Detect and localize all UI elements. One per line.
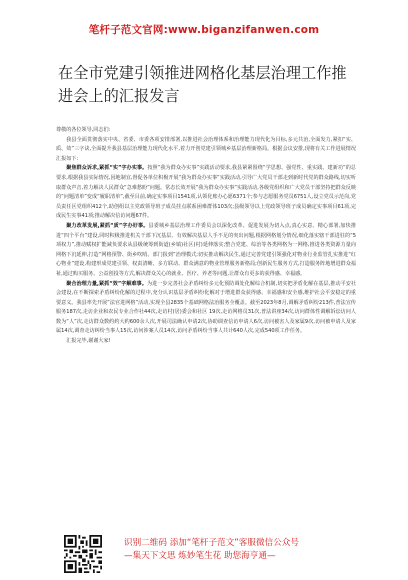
footer-text bbox=[124, 537, 354, 563]
site-header: 笔杆子范文官网:www.biganzifanwen.com bbox=[88, 24, 320, 36]
paragraph bbox=[56, 164, 356, 222]
paragraph bbox=[56, 280, 356, 338]
qr-code-icon bbox=[64, 535, 102, 573]
footer-line-2: —集天下文思 炼妙笔生花 助您海亨通— bbox=[124, 551, 276, 561]
paragraph-lead: 聚合治理力量,紧抓“效”字解难事。 bbox=[66, 280, 147, 287]
closing: 汇报完毕,谢谢大家! bbox=[66, 338, 111, 345]
paragraph-text: 为进一步完善社会矛盾纠纷多元化预防调处化解综合机制,切实把矛盾化解在基层,推动平安社会建设,在不断探索矛盾纠纷化解的过程中,充分认识基层矛盾纠纷化解对于增进群众获得感、幸福感和安全感,维护社会平安稳定的重要意义。我县率先开展“法官进网格”活动,实现全县2835个基础网格法治服务全覆盖。截至2023年8月,调解矛盾纠纷213件,普法宣传服务187次,走访企业和农民专业合作社44次,走访村(居)委会和社区 19次,走访网格员31次,普法讲座34次,访问群体性调解诉讼访问人数为“人”次,走访群众数约约大约600余人次,开展司法确认申请2次,协助调查信访申请人6次,访问被害人及家属9次,访问被申请人及家属14次,调查走访纠纷当事人15次,访问涉案人员14次,访问矛盾纠纷当事人共计640人次,完成540项工作任务。 bbox=[56, 280, 356, 335]
salutation: 尊敬的各位领导,同志们: bbox=[56, 127, 111, 133]
footer bbox=[64, 535, 364, 575]
paragraph bbox=[56, 136, 356, 165]
paragraph-text: 县委城乡基层治理工作委员会以深化改革、促进发展为切入点,真心实意、精心部署,加快推进“四个平台”建设,同时积极推进机关干部下沉基层、有效解决基层人手不足的突出问题,根据网格划分情况,细化落实辖干部进驻的“5项权力”,推动赋权扩能减负要求从县级统筹到街道(乡镇)社区(村)延伸落实;整合党建、综治等各类网格为一网格,推进各类资源力量向网格下沉延伸,打造“网格预警、街乡吹哨、部门报到”治理模式;切实推动解决民生,通过完善党建引领强化对物业行业监管扎实推进“红心物业”建设,构建形成党建引领、权责清晰、多方联动、群众满意的物业管理服务新格局;创新民生服务方式,打造服务阵地增进群众福祉,通过购买服务、公益创投等方式,解决群众关心的就业、医疗、养老等问题,让群众有更多的获得感、幸福感。 bbox=[56, 222, 356, 277]
paragraph-text: 我县全面贯彻落实中央、省委、市委各项安排部署,以推进社会治理体系和治理能力现代化为目标,多元共治,全面发力,紧扣“实、质、效”三字诀,全面提升我县基层治理能力现代化水平,着力开创党建引领城乡基层治理新格局。根据会议安排,现将有关工作进展情况汇报如下: bbox=[56, 136, 356, 162]
footer-line-1: 识别二维码 添加“笔杆子范文”客服微信公众号 bbox=[124, 538, 299, 548]
document-body bbox=[56, 126, 356, 347]
document-title: 在全市党建引领推进网格化基层治理工作推进会上的汇报发言 bbox=[58, 64, 347, 105]
paragraph-lead: 聚焦群众诉求,紧抓“实”字办实事。 bbox=[66, 165, 148, 172]
paragraph bbox=[56, 222, 356, 280]
paragraph-lead: 聚力改革发展,紧抓“质”字办好事。 bbox=[66, 222, 149, 229]
paragraph-text: 按照“我为群众办实事”实践活动要求,我县紧紧围绕“学思想、强党性、重实践、建新功”的总要求,根据我县实际情况,因地制宜,督促各单位积极开展“我为群众办实事”实践活动,引导广大党员干部走到新时代党的群众路线,切实听取群众声音,着力解决人民群众“急难愁盼”问题。常态长效开展“我为群众办实事”实践活动,各级党组织和广大党员干部坚持把群众反映的“问题清单”变成“履职清单”,截至目前,确定实事项目1541项,认领化账办心愿6371个;参与志愿服务党员6751人,设立党员示范岗,党员责任区党组织412个,助创组以主党政领导班子成员挂点联系困难群体103次;县级领导以上党政领导班子成员确定实事项目61项,完成民生实事41项;推动解决信访问题67件。 bbox=[56, 165, 356, 220]
